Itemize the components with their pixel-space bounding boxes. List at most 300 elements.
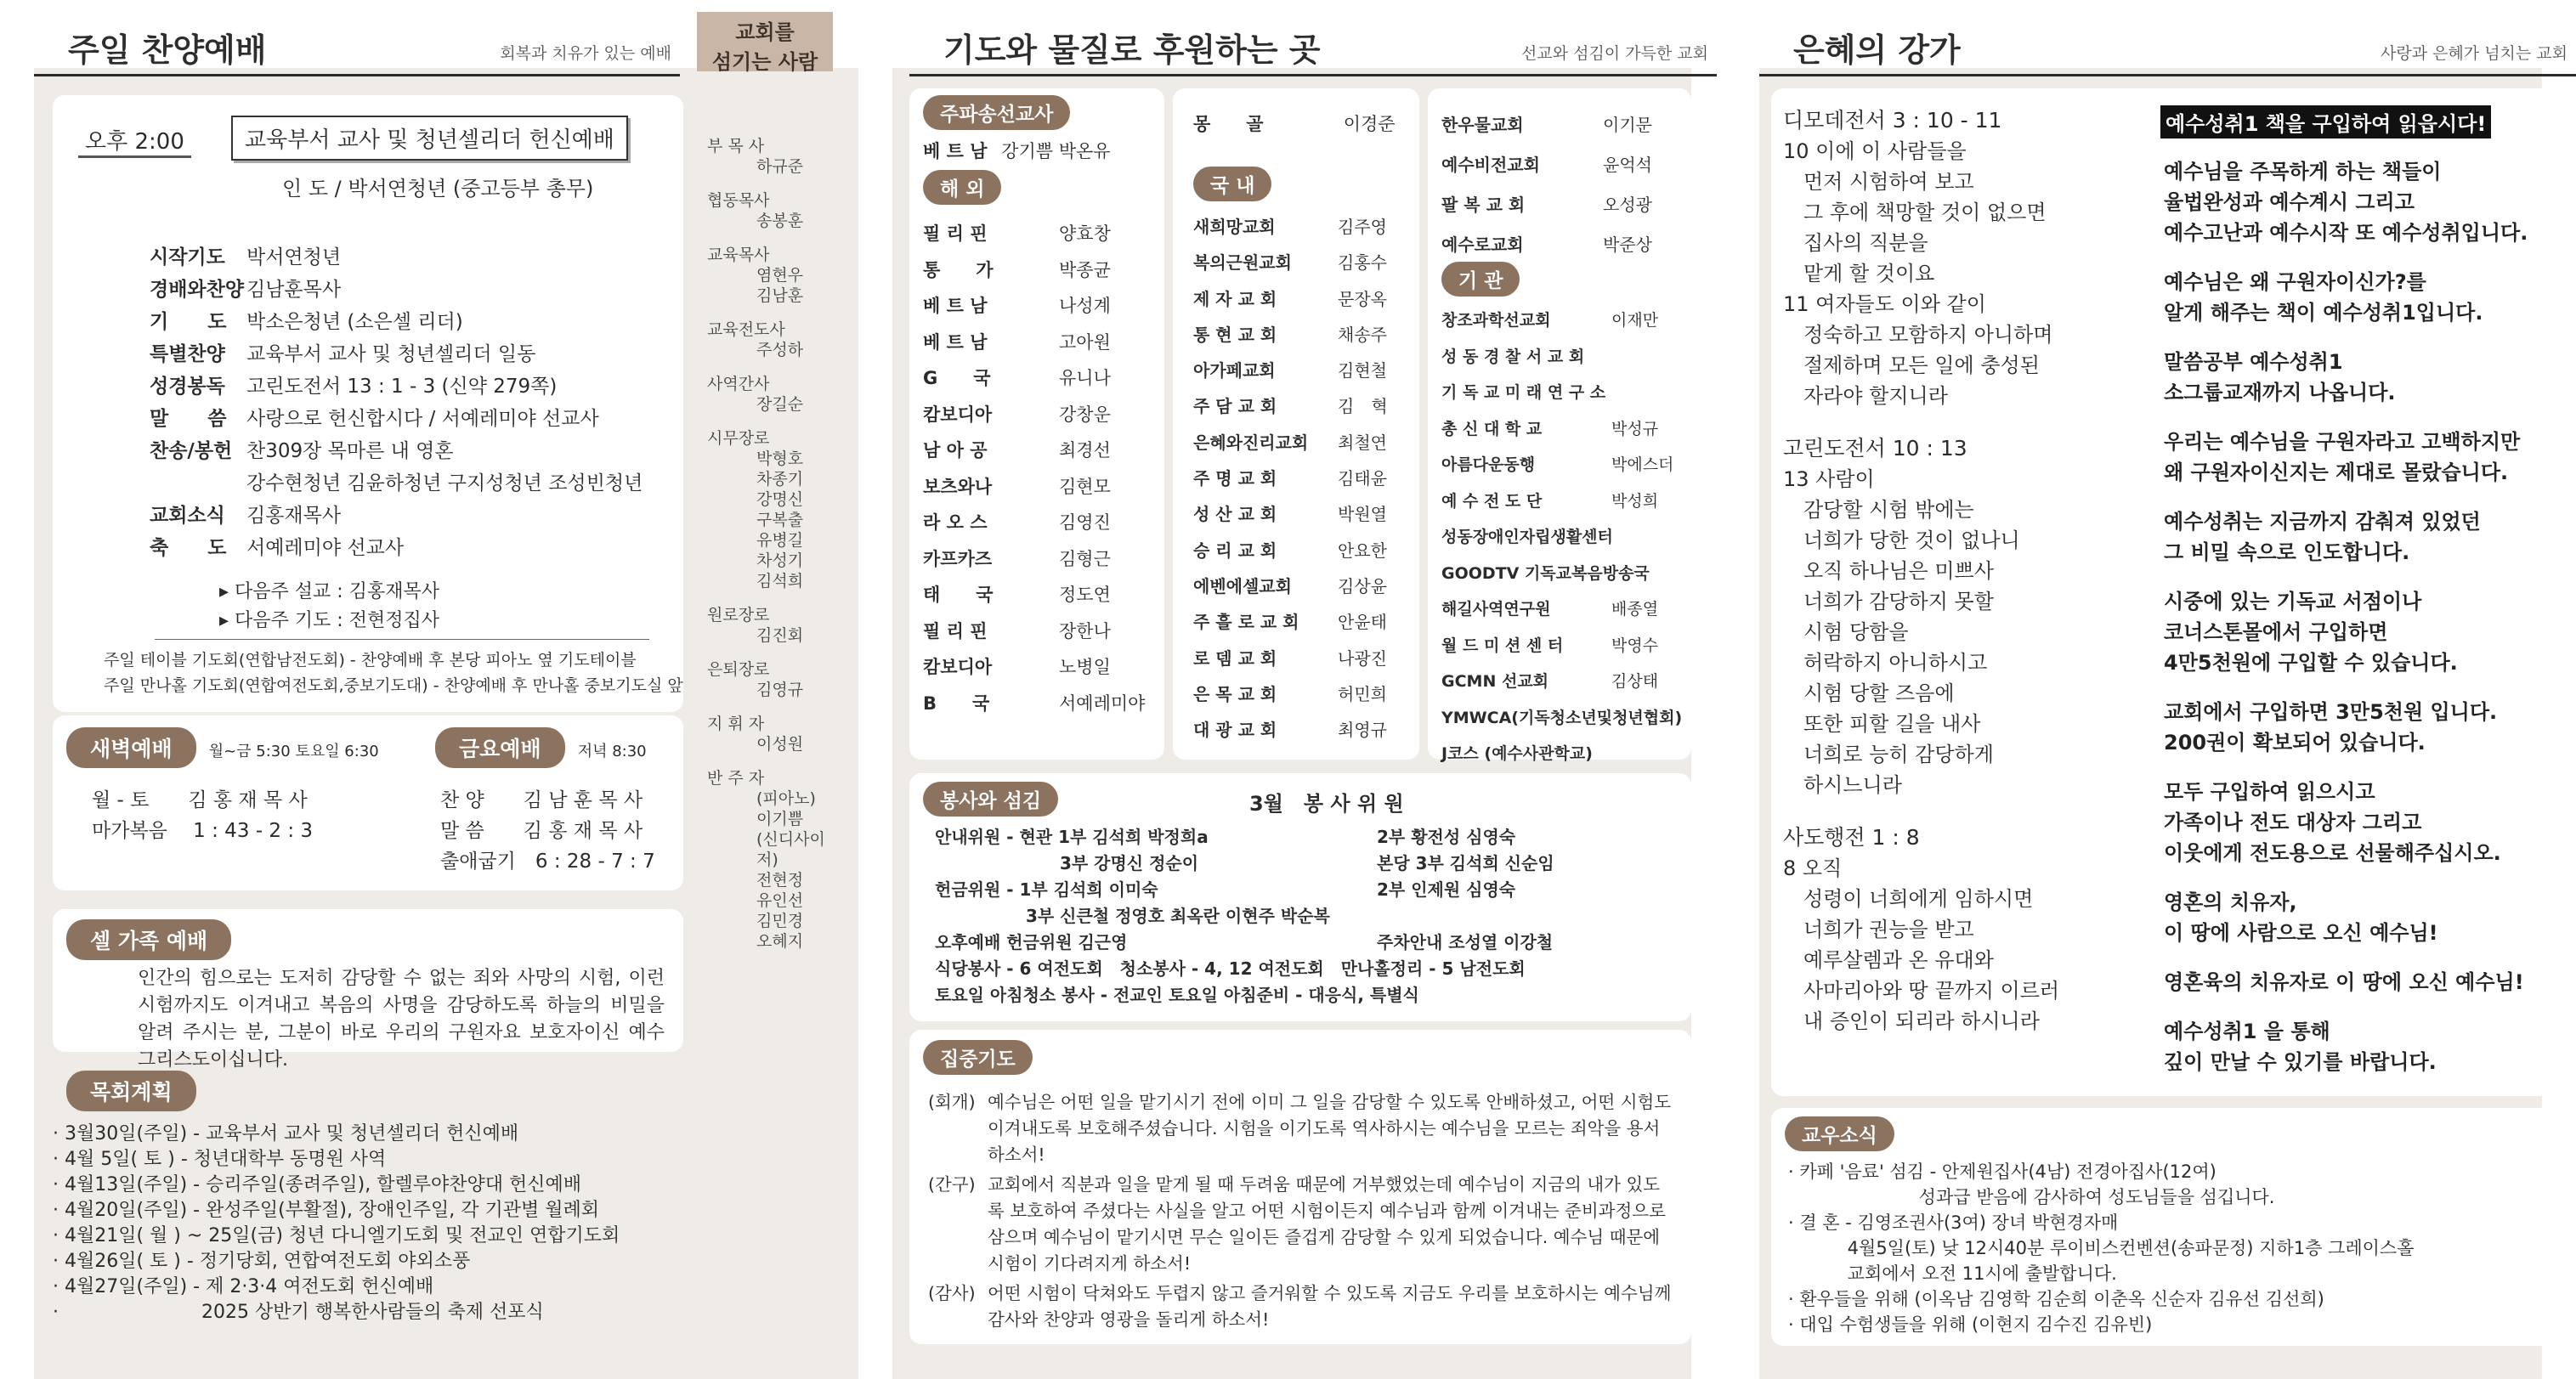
- passage-line: 너희가 당한 것이 없나니: [1783, 528, 2020, 552]
- note-line: 주일 만나홀 기도회(연합여전도회,중보기도대) - 찬양예배 후 만나홀 중보기도실 앞: [104, 676, 683, 695]
- news-item: · 대입 수험생들을 위해 (이현지 김수진 김유빈): [1788, 1314, 2153, 1335]
- prayer-text: 어떤 시험이 닥쳐와도 두렵지 않고 즐거워할 수 있도록 지금도 우리를 보호하시는 예수님께 감사와 찬양과 영광을 돌리게 하소서!: [988, 1283, 1672, 1330]
- org-row-place: 창조과학선교회: [1441, 311, 1551, 330]
- domestic-top-place: 몽 골: [1193, 114, 1264, 134]
- service-row-right: 2부 황전성 심영숙: [1377, 827, 1516, 847]
- staff-list: [707, 136, 843, 965]
- overseas-row-name: 최경선: [1059, 440, 1111, 461]
- staff-role-block: [707, 768, 843, 952]
- overseas-row-name: 장한나: [1059, 620, 1111, 641]
- staff-name: 이성원: [756, 735, 804, 754]
- dawn-time: 월~금 5:30 토요일 6:30: [208, 743, 379, 760]
- plan-list: [53, 1122, 818, 1325]
- domestic-row: [1193, 712, 1414, 748]
- church-row-name: 오성광: [1603, 195, 1652, 215]
- staff-role-block: [707, 319, 843, 360]
- org-row-name: 박성규: [1611, 419, 1659, 438]
- overseas-row-name: 나성계: [1059, 296, 1111, 316]
- plan-item: · 4월 5일( 토 ) - 청년대학부 동명원 사역: [53, 1149, 387, 1170]
- church-news-card: [1771, 1108, 2551, 1346]
- order-key: 시작기도: [150, 246, 225, 268]
- passage-line: 맡게 할 것이요: [1783, 262, 1935, 285]
- prayer-kind: (회개): [928, 1092, 976, 1112]
- passage-line: 너희가 권능을 받고: [1783, 918, 1974, 941]
- order-value: 교육부서 교사 및 청년셀리더 일동: [246, 343, 536, 365]
- domestic-row: [1193, 425, 1414, 461]
- passage-line: 13 사람이: [1783, 467, 1875, 491]
- plan-label: 목회계획: [66, 1071, 196, 1111]
- domestic-row-place: 은 목 교 회: [1193, 683, 1277, 704]
- domestic-row: [1193, 353, 1414, 388]
- promo-paragraph: 영혼육의 치유자로 이 땅에 오신 예수님!: [2164, 970, 2524, 994]
- domestic-row: [1193, 676, 1414, 712]
- domestic-row-name: 문장옥: [1338, 288, 1387, 309]
- service-row-left: 오후예배 헌금위원 김근영: [935, 932, 1128, 952]
- service-row: [935, 982, 1683, 1009]
- promo-paragraph: 말씀공부 예수성취1 소그룹교재까지 나옵니다.: [2164, 350, 2396, 404]
- service-row: [935, 930, 1683, 956]
- staff-role: 원로장로: [707, 606, 770, 625]
- prayer-label: 집중기도: [923, 1040, 1033, 1075]
- order-value: 찬309장 목마른 내 영혼: [246, 440, 454, 462]
- org-row-place: 총 신 대 학 교: [1441, 419, 1543, 438]
- staff-role-block: [707, 605, 843, 646]
- order-value: 박소은청년 (소은셀 리더): [246, 311, 463, 333]
- overseas-row: [923, 288, 1161, 325]
- promo-paragraph: 교회에서 구입하면 3만5천원 입니다. 200권이 확보되어 있습니다.: [2164, 700, 2498, 754]
- next-week-item: ▸ 다음주 기도 : 전현정집사: [219, 610, 439, 631]
- staff-name: 차성기: [756, 551, 804, 570]
- passage-line: 절제하며 모든 일에 충성된: [1783, 353, 2040, 377]
- staff-name: 송봉훈: [756, 212, 804, 230]
- plan-item: · 4월21일( 월 ) ~ 25일(금) 청년 다니엘기도회 및 전교인 연합기도회: [53, 1225, 620, 1246]
- domestic-row: [1193, 317, 1414, 353]
- staff-role: 협동목사: [707, 191, 770, 210]
- passage-ref: 디모데전서 3 : 10 - 11: [1783, 108, 2002, 133]
- cell-text: 인간의 힘으로는 도저히 감당할 수 없는 죄와 사망의 시험, 이런 시험까지도 이겨내고 복음의 사명을 감당하도록 하늘의 비밀을 알려 주시는 분, 그분이 바로 우리의 구원자요 보호자이신 예수 그리스도이십니다.: [138, 968, 665, 1071]
- domestic-row: [1193, 641, 1414, 676]
- passage-line: 사마리아와 땅 끝까지 이르러: [1783, 979, 2060, 1003]
- domestic-row: [1193, 568, 1414, 604]
- domestic-row-name: 안윤태: [1338, 612, 1387, 633]
- org-row-place: 기 독 교 미 래 연 구 소: [1441, 383, 1606, 402]
- overseas-list: [923, 216, 1161, 721]
- friday-row: 말 씀 김 홍 재 목 사: [440, 820, 643, 842]
- overseas-row-name: 박종균: [1059, 259, 1111, 280]
- staff-name: (피아노): [756, 789, 816, 808]
- order-row: [150, 274, 677, 306]
- service-time: 오후 2:00: [78, 124, 191, 158]
- promo-paragraph: 예수님은 왜 구원자이신가?를 알게 해주는 책이 예수성취1입니다.: [2164, 270, 2483, 325]
- overseas-row: [923, 325, 1161, 361]
- service-row-left: 3부 강명신 정순이: [935, 853, 1199, 873]
- domestic-row-name: 김 혁: [1338, 396, 1388, 417]
- staff-name: 하규준: [756, 157, 804, 176]
- overseas-row-place: 베 트 남: [923, 296, 988, 316]
- domestic-row: [1193, 281, 1414, 317]
- service-row-right: 본당 3부 김석희 신순임: [1377, 853, 1554, 873]
- domestic-row: [1193, 245, 1414, 280]
- domestic-label: 국 내: [1193, 167, 1271, 201]
- overseas-row: [923, 469, 1161, 506]
- staff-name: 오혜지: [756, 932, 804, 951]
- passage-line: 정숙하고 모함하지 아니하며: [1783, 323, 2053, 347]
- org-row-name: 배종열: [1611, 600, 1659, 619]
- order-value: 서예레미야 선교사: [246, 537, 405, 559]
- org-row-place: 예 수 전 도 단: [1441, 491, 1543, 511]
- domestic-row: [1193, 604, 1414, 640]
- passage-line: 그 후에 책망할 것이 없으면: [1783, 201, 2047, 224]
- domestic-row-place: 성 산 교 회: [1193, 504, 1277, 525]
- domestic-row-place: 제 자 교 회: [1193, 288, 1277, 309]
- friday-time: 저녁 8:30: [577, 743, 647, 760]
- overseas-row: [923, 649, 1161, 686]
- passage-ref: 사도행전 1 : 8: [1783, 825, 1920, 850]
- staff-name: 유병길: [756, 531, 804, 550]
- domestic-row-name: 김상윤: [1338, 575, 1387, 596]
- organizations-card: [1428, 88, 1691, 763]
- overseas-row: [923, 360, 1161, 397]
- friday-rows: [440, 785, 655, 877]
- overseas-row: [923, 541, 1161, 578]
- service-row-left: 헌금위원 - 1부 김석희 이미숙: [935, 879, 1158, 900]
- passage-line: 하시느니라: [1783, 773, 1902, 797]
- service-row: [935, 877, 1683, 903]
- domestic-row-place: 승 리 교 회: [1193, 540, 1277, 561]
- staff-name: 김남훈: [756, 286, 804, 305]
- promo-paragraph: 예수성취1 을 통해 깊이 만날 수 있기를 바랍니다.: [2164, 1020, 2437, 1074]
- overseas-row: [923, 432, 1161, 469]
- domestic-row-name: 허민희: [1338, 683, 1387, 704]
- overseas-row-place: 필 리 핀: [923, 223, 988, 244]
- notes-divider: [155, 639, 649, 640]
- prayer-text: 교회에서 직분과 일을 맡게 될 때 두려움 때문에 거부했었는데 예수님이 지금의 내가 있도록 보호하여 주셨다는 사실을 알고 어떤 시험이든지 예수님과 함께 이겨내는 준비과정으로 삼으며 예수님이 맡기시면 무슨 일이든 즐겁게 감당할 수 있게 되었습니다. 예수님 때문에 시험이 기다려지게 하소서!: [988, 1174, 1666, 1274]
- church-row-place: 예수비전교회: [1441, 155, 1540, 175]
- worship-order-card: [53, 95, 683, 712]
- passage: [1783, 105, 2157, 411]
- page-subtitle: 회복과 치유가 있는 예배: [500, 44, 671, 63]
- order-value: 고린도전서 13 : 1 - 3 (신약 279쪽): [246, 376, 558, 398]
- org-row-name: 이재만: [1611, 311, 1659, 330]
- service-row: [935, 956, 1683, 982]
- org-row: [1441, 375, 1691, 411]
- overseas-row: [923, 252, 1161, 289]
- staff-role-block: [707, 428, 843, 591]
- domestic-row-place: 아가페교회: [1193, 360, 1276, 381]
- service-title: 3월 봉 사 위 원: [1249, 792, 1404, 816]
- prayer-item: [928, 1089, 1676, 1168]
- news-label: 교우소식: [1785, 1116, 1894, 1151]
- plan-item: · 2025 상반기 행복한사람들의 축제 선포식: [53, 1302, 544, 1323]
- service-rows: [935, 824, 1683, 1009]
- domestic-row-name: 김주영: [1338, 217, 1387, 237]
- overseas-row-place: 남 아 공: [923, 440, 988, 461]
- promo-paragraph: 우리는 예수님을 구원자라고 고백하지만 왜 구원자이신지는 제대로 몰랐습니다.: [2164, 430, 2521, 484]
- church-row: [1441, 145, 1688, 185]
- staff-role: 교육전도사: [707, 320, 785, 339]
- staff-name: 김민경: [756, 912, 804, 930]
- overseas-row-place: 필 리 핀: [923, 620, 988, 641]
- note-line: 주일 테이블 기도회(연합남전도회) - 찬양예배 후 본당 피아노 옆 기도테이블: [104, 651, 637, 670]
- church-row-place: 팔 복 교 회: [1441, 195, 1526, 215]
- org-row-place: J코스 (예수사관학교): [1441, 744, 1593, 763]
- section-header: [34, 17, 680, 76]
- order-row: [150, 532, 677, 564]
- passage-line: 11 여자들도 이와 같이: [1783, 292, 1986, 316]
- domestic-row: [1193, 533, 1414, 568]
- worship-order-list: [150, 241, 677, 564]
- order-key: 찬송/봉헌: [150, 440, 233, 462]
- domestic-top-name: 이경준: [1343, 114, 1396, 134]
- service-row: [935, 851, 1683, 877]
- domestic-list: [1193, 209, 1414, 748]
- overseas-row-place: 캄보디아: [923, 404, 993, 425]
- plan-item: · 4월27일(주일) - 제 2·3·4 여전도회 헌신예배: [53, 1276, 434, 1297]
- section-header: [1759, 17, 2576, 76]
- order-row: [150, 306, 677, 338]
- church-row: [1441, 225, 1688, 265]
- friday-label: 금요예배: [435, 727, 565, 768]
- church-row: [1441, 105, 1688, 145]
- org-row: [1441, 339, 1691, 376]
- staff-name: 김진회: [756, 626, 804, 645]
- focus-prayer-card: [909, 1030, 1691, 1344]
- prayer-table-notes: [104, 647, 683, 698]
- org-row-name: 박성희: [1611, 491, 1659, 511]
- church-list: [1441, 105, 1688, 265]
- page-title: 기도와 물질로 후원하는 곳: [943, 31, 1321, 69]
- page-subtitle: 선교와 섬김이 가득한 교회: [1520, 44, 1708, 63]
- news-list: [1788, 1159, 2545, 1337]
- domestic-row-name: 김현철: [1338, 360, 1387, 381]
- overseas-row-name: 정도연: [1059, 585, 1111, 605]
- passage-line: 내 증인이 되리라 하시니라: [1783, 1009, 2040, 1033]
- domestic-row-name: 김홍수: [1338, 252, 1387, 274]
- staff-name: 박형호: [756, 449, 804, 468]
- domestic-row-place: 주 담 교 회: [1193, 396, 1277, 417]
- order-key: 기 도: [150, 311, 227, 333]
- org-row-place: 월 드 미 션 센 터: [1441, 636, 1564, 655]
- prayer-kind: (간구): [928, 1174, 976, 1195]
- order-key: 특별찬양: [150, 343, 225, 365]
- overseas-row-name: 김영진: [1059, 512, 1111, 533]
- weekday-worship-card: [53, 715, 683, 890]
- domestic-row-place: 로 뎀 교 회: [1193, 647, 1277, 669]
- overseas-row: [923, 613, 1161, 650]
- passage-line: 예루살렘과 온 유대와: [1783, 948, 1994, 972]
- column-grace: [1725, 0, 2576, 1379]
- page-subtitle: 사랑과 은혜가 넘치는 교회: [2380, 44, 2568, 63]
- service-row-left: 3부 신큰철 정영호 최옥란 이현주 박순복: [935, 906, 1330, 926]
- news-item: · 카페 '음료' 섬김 - 안제원집사(4남) 전경아집사(12여): [1788, 1161, 2216, 1182]
- order-key: 말 씀: [150, 408, 227, 430]
- service-row-left: 식당봉사 - 6 여전도회 청소봉사 - 4, 12 여전도회 만나홀정리 - 5 남전도회: [935, 958, 1526, 979]
- church-row-name: 박준상: [1603, 235, 1652, 255]
- church-row-name: 이기문: [1603, 115, 1652, 135]
- overseas-row-place: 베 트 남: [923, 331, 988, 353]
- domestic-row: [1193, 496, 1414, 532]
- staff-name: 이기쁨: [756, 810, 804, 828]
- promo-paragraph: 영혼의 치유자, 이 땅에 사람으로 오신 예수님!: [2164, 890, 2438, 945]
- service-name: 교육부서 교사 및 청년셀리더 헌신예배: [231, 116, 628, 161]
- staff-role: 교육목사: [707, 246, 770, 264]
- service-row-right: 주차안내 조성열 이강철: [1377, 932, 1554, 952]
- org-row-place: 아름다운동행: [1441, 455, 1536, 474]
- overseas-row-place: 카프카즈: [923, 548, 993, 569]
- missionary-place: 베 트 남: [923, 141, 988, 161]
- church-row-place: 한우물교회: [1441, 115, 1524, 135]
- plan-item: · 4월20일(주일) - 완성주일(부활절), 장애인주일, 각 기관별 월례회: [53, 1200, 599, 1221]
- service-leader: 인 도 / 박서연청년 (중고등부 총무): [282, 177, 594, 201]
- staff-name: 유인선: [756, 891, 804, 910]
- overseas-row-name: 양효창: [1059, 223, 1111, 244]
- news-item: · 환우들을 위해 (이옥남 김영학 김순희 이춘옥 신순자 김유선 김선희): [1788, 1289, 2324, 1309]
- staff-name: 주성하: [756, 341, 804, 359]
- dawn-header: [66, 727, 379, 768]
- staff-role: 지 휘 자: [707, 715, 765, 733]
- passage-line: 또한 피할 길을 내사: [1783, 712, 1981, 736]
- passage-line: 오직 하나님은 미쁘사: [1783, 559, 1994, 583]
- missionary-row: [923, 138, 1111, 163]
- prayer-item: [928, 1280, 1676, 1333]
- order-row: [150, 370, 677, 403]
- order-key: 성경봉독: [150, 376, 225, 398]
- order-value: 박서연청년: [246, 246, 342, 268]
- order-row: [150, 435, 677, 467]
- overseas-row-name: 노병일: [1059, 657, 1111, 677]
- prayer-kind: (감사): [928, 1283, 976, 1303]
- book-promo: [2164, 156, 2546, 1096]
- plan-item: · 3월30일(주일) - 교육부서 교사 및 청년셀리더 헌신예배: [53, 1123, 519, 1144]
- order-row: [150, 241, 677, 274]
- friday-header: [435, 727, 647, 768]
- promo-title: 예수성취1 책을 구입하여 읽읍시다!: [2160, 105, 2491, 138]
- staff-name: (신디사이저): [756, 830, 825, 869]
- news-item: 4월5일(토) 낮 12시40분 루이비스컨벤션(송파문정) 지하1층 그레이스홀: [1788, 1238, 2415, 1258]
- passage-line: 집사의 직분을: [1783, 231, 1928, 255]
- overseas-row-name: 김현모: [1059, 476, 1111, 497]
- domestic-row-name: 김태윤: [1338, 468, 1387, 489]
- org-row-place: 성 동 경 찰 서 교 회: [1441, 347, 1585, 366]
- overseas-row-place: 캄보디아: [923, 657, 993, 677]
- org-row: [1441, 700, 1691, 737]
- staff-role: 부 목 사: [707, 137, 765, 155]
- staff-role-block: [707, 245, 843, 306]
- staff-tab-title: 교회를: [735, 20, 795, 44]
- cell-worship-card: [53, 909, 683, 1071]
- org-row-name: 박영수: [1611, 636, 1659, 655]
- church-row-place: 예수로교회: [1441, 235, 1524, 255]
- domestic-row-place: 복의근원교회: [1193, 252, 1292, 274]
- domestic-row-name: 안요한: [1338, 540, 1387, 561]
- domestic-row-place: 통 현 교 회: [1193, 324, 1277, 345]
- service-row: [935, 824, 1683, 851]
- org-row: [1441, 302, 1691, 339]
- org-row: [1441, 664, 1691, 700]
- missionary-names: 강기쁨 박온유: [1001, 141, 1111, 161]
- section-header: [909, 17, 1717, 76]
- overseas-row-name: 서예레미야: [1059, 692, 1146, 714]
- domestic-row-name: 최영규: [1338, 720, 1387, 741]
- overseas-row-place: 태 국: [923, 585, 994, 605]
- domestic-row-name: 박원열: [1338, 504, 1387, 525]
- org-row-name: 김상태: [1611, 672, 1659, 691]
- order-value: 사랑으로 헌신합시다 / 서예레미야 선교사: [246, 408, 599, 430]
- passage-line: 너희로 능히 감당하게: [1783, 743, 1994, 766]
- overseas-row-place: 통 가: [923, 259, 994, 280]
- org-row-place: 해길사역연구원: [1441, 600, 1551, 619]
- org-row-place: 성동장애인자립생활센터: [1441, 528, 1613, 546]
- news-item: · 결 혼 - 김영조권사(3여) 장녀 박현경자매: [1788, 1212, 2119, 1233]
- staff-role-block: [707, 659, 843, 700]
- order-value: 김남훈목사: [246, 279, 342, 301]
- staff-role-block: [707, 190, 843, 231]
- overseas-row-name: 강창운: [1059, 404, 1111, 425]
- overseas-label: 해 외: [923, 170, 1001, 205]
- dawn-rows: [92, 785, 313, 846]
- staff-name: 염현우: [756, 266, 804, 285]
- column-support: [867, 0, 1717, 1379]
- mongolia-row: [1193, 110, 1396, 136]
- order-key: 축 도: [150, 537, 227, 559]
- staff-name: 차종기: [756, 470, 804, 489]
- plan-item: · 4월26일( 토 ) - 정기당회, 연합여전도회 야외소풍: [53, 1251, 471, 1272]
- overseas-card: [909, 88, 1164, 760]
- service-row: [935, 903, 1683, 930]
- staff-name: 장길순: [756, 395, 804, 414]
- plan-item: · 4월13일(주일) - 승리주일(종려주일), 할렐루야찬양대 헌신예배: [53, 1174, 582, 1195]
- domestic-row-place: 은혜와진리교회: [1193, 432, 1309, 453]
- org-row: [1441, 411, 1691, 448]
- pastoral-plan: [53, 1071, 818, 1325]
- passage: [1783, 433, 2157, 800]
- staff-tab: [697, 12, 833, 74]
- org-row-place: YMWCA(기독청소년및청년협회): [1441, 708, 1683, 727]
- passage-line: 시험 당함을: [1783, 620, 1909, 644]
- order-row: [150, 467, 677, 500]
- dawn-label: 새벽예배: [66, 727, 196, 768]
- scripture-passages: [1783, 105, 2157, 1059]
- overseas-row: [923, 397, 1161, 433]
- passage-line: 허락하지 아니하시고: [1783, 651, 1988, 675]
- overseas-row: [923, 686, 1161, 722]
- order-key: 교회소식: [150, 505, 225, 527]
- order-value: 김홍재목사: [246, 505, 342, 527]
- overseas-row: [923, 577, 1161, 613]
- staff-role-block: [707, 374, 843, 415]
- dawn-row: 월 - 토 김 홍 재 목 사: [92, 789, 308, 811]
- domestic-row-name: 나광진: [1338, 647, 1387, 669]
- promo-paragraph: 모두 구입하여 읽으시고 가족이나 전도 대상자 그리고 이웃에게 전도용으로 선물해주십시오.: [2164, 780, 2501, 865]
- service-label: 봉사와 섬김: [923, 782, 1058, 817]
- passage-line: 너희가 감당하지 못할: [1783, 590, 1994, 613]
- staff-role-block: [707, 714, 843, 754]
- domestic-card: [1173, 88, 1419, 760]
- passage-line: 자라야 할지니라: [1783, 384, 1948, 408]
- domestic-row-name: 최철연: [1338, 432, 1387, 453]
- order-value: 강수현청년 김윤하청년 구지성청년 조성빈청년: [246, 472, 643, 495]
- staff-role: 반 주 자: [707, 769, 765, 788]
- staff-name: 김석희: [756, 572, 804, 591]
- scripture-card: [1771, 88, 2551, 1096]
- cell-label: 셀 가족 예배: [66, 919, 231, 960]
- order-row: [150, 500, 677, 532]
- promo-paragraph: 시중에 있는 기독교 서점이나 코너스톤몰에서 구입하면 4만5천원에 구입할 수 있습니다.: [2164, 590, 2458, 675]
- order-row: [150, 338, 677, 370]
- org-row-place: GOODTV 기독교복음방송국: [1441, 563, 1650, 583]
- passage-line: 먼저 시험하여 보고: [1783, 170, 1974, 194]
- domestic-row-place: 에벤에셀교회: [1193, 575, 1292, 596]
